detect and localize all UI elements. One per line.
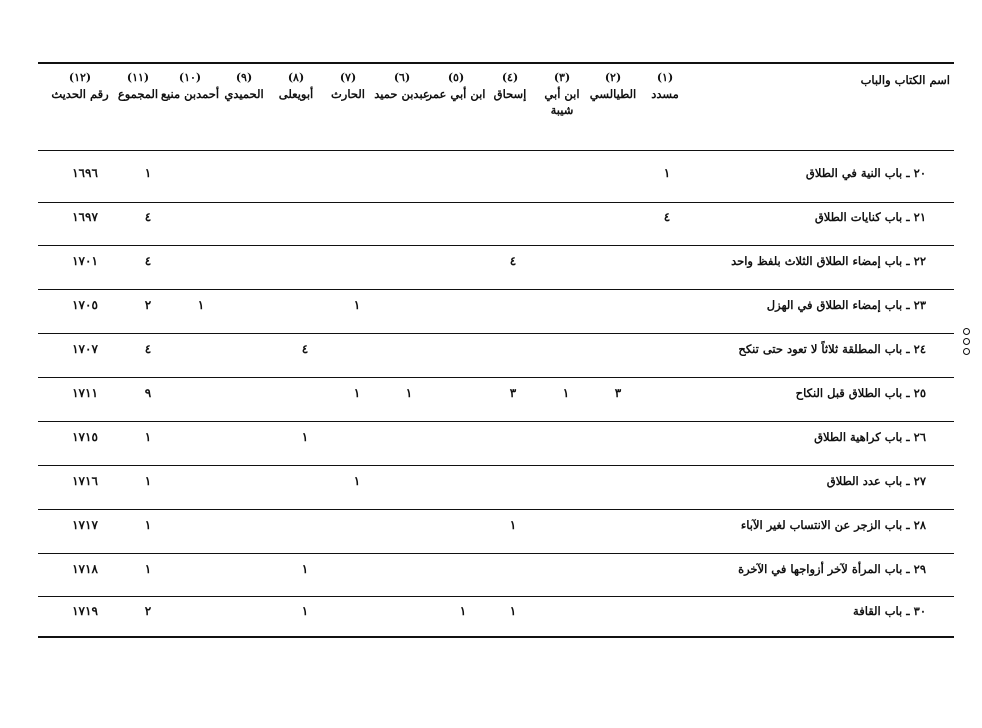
dot-circle-icon [963, 338, 970, 345]
cell-col-3: ١ [562, 386, 570, 400]
header-col-12 [50, 70, 110, 102]
row-chapter: ٢٠ ـ باب النية في الطلاق [805, 166, 926, 180]
header-bottom-rule [38, 150, 954, 151]
header-col-1 [635, 70, 695, 102]
header-col-10-num: (١٠) [178, 71, 202, 84]
header-col-11 [108, 70, 168, 102]
cell-hadith-number: ١٧٠٥ [72, 298, 98, 312]
decorative-dots-icon [963, 328, 975, 358]
cell-col-10: ١ [197, 298, 205, 312]
row-chapter: ٢٩ ـ باب المرأة لآخر أزواجها في الآخرة [738, 562, 926, 576]
header-col-9 [214, 70, 274, 102]
header-col-5-num: (٥) [447, 71, 465, 84]
header-col-3-num: (٣) [553, 71, 571, 84]
cell-total: ١ [144, 474, 152, 488]
row-chapter: ٢٢ ـ باب إمضاء الطلاق الثلاث بلفظ واحد [731, 254, 926, 268]
row-chapter: ٢١ ـ باب كنايات الطلاق [814, 210, 926, 224]
header-col-1-num: (١) [656, 71, 674, 84]
table-row [0, 430, 982, 450]
cell-total: ٢ [144, 298, 152, 312]
table-row [0, 562, 982, 582]
cell-col-4: ١ [509, 604, 517, 618]
header-book-and-chapter: اسم الكتاب والباب [860, 73, 950, 87]
cell-hadith-number: ١٧١٧ [72, 518, 98, 532]
header-col-7 [318, 70, 378, 102]
cell-col-7: ١ [353, 298, 361, 312]
table-row [0, 518, 982, 538]
row-divider [38, 245, 954, 246]
cell-col-8: ١ [301, 562, 309, 576]
table-row [0, 254, 982, 274]
header-col-9-name: الحميدي [224, 87, 264, 101]
cell-total: ٢ [144, 604, 152, 618]
cell-total: ٩ [144, 386, 152, 400]
cell-hadith-number: ١٦٩٦ [72, 166, 98, 180]
cell-hadith-number: ١٧٠١ [72, 254, 98, 268]
table-row [0, 386, 982, 406]
cell-hadith-number: ١٧٠٧ [72, 342, 98, 356]
header-col-5 [426, 70, 486, 102]
table-row [0, 342, 982, 362]
cell-hadith-number: ١٧١١ [72, 386, 98, 400]
header-col-7-num: (٧) [339, 71, 357, 84]
header-col-12-num: (١٢) [68, 71, 92, 84]
cell-hadith-number: ١٧١٨ [72, 562, 98, 576]
header-col-4 [480, 70, 540, 102]
row-divider [38, 289, 954, 290]
header-col-3 [532, 70, 592, 118]
cell-col-1: ٤ [663, 210, 671, 224]
table-row [0, 210, 982, 230]
cell-hadith-number: ١٧١٦ [72, 474, 98, 488]
cell-col-8: ١ [301, 604, 309, 618]
cell-hadith-number: ١٧١٩ [72, 604, 98, 618]
row-chapter: ٣٠ ـ باب القافة [853, 604, 926, 618]
header-col-12-name: رقم الحديث [51, 87, 109, 101]
table-row [0, 298, 982, 318]
header-col-6 [372, 70, 432, 102]
header-col-4-num: (٤) [501, 71, 519, 84]
header-col-6-num: (٦) [393, 71, 411, 84]
row-divider [38, 202, 954, 203]
cell-col-8: ٤ [301, 342, 309, 356]
header-col-9-num: (٩) [235, 71, 253, 84]
row-chapter: ٢٧ ـ باب عدد الطلاق [826, 474, 926, 488]
cell-col-1: ١ [663, 166, 671, 180]
header-col-3-name: ابن أبي شيبة [544, 87, 580, 117]
header-col-8-num: (٨) [287, 71, 305, 84]
row-divider [38, 596, 954, 597]
cell-total: ١ [144, 518, 152, 532]
table-row [0, 604, 982, 624]
row-chapter: ٢٨ ـ باب الزجر عن الانتساب لغير الآباء [740, 518, 926, 532]
dot-circle-icon [963, 328, 970, 335]
cell-col-6: ١ [405, 386, 413, 400]
header-col-4-name: إسحاق [493, 87, 527, 101]
row-chapter: ٢٦ ـ باب كراهية الطلاق [814, 430, 926, 444]
header-col-7-name: الحارث [330, 87, 365, 101]
header-col-11-name: المجموع [117, 87, 159, 101]
header-col-11-num: (١١) [126, 71, 150, 84]
cell-col-7: ١ [353, 474, 361, 488]
row-divider [38, 333, 954, 334]
row-chapter: ٢٣ ـ باب إمضاء الطلاق في الهزل [766, 298, 926, 312]
header-col-8 [266, 70, 326, 102]
cell-total: ٤ [144, 254, 152, 268]
header-col-2 [583, 70, 643, 102]
row-chapter: ٢٥ ـ باب الطلاق قبل النكاح [795, 386, 926, 400]
row-divider [38, 421, 954, 422]
header-col-1-name: مسدد [651, 87, 679, 101]
table-top-rule [38, 62, 954, 64]
cell-col-8: ١ [301, 430, 309, 444]
cell-total: ٤ [144, 342, 152, 356]
cell-col-2: ٣ [614, 386, 622, 400]
cell-col-4: ٣ [509, 386, 517, 400]
cell-total: ١ [144, 430, 152, 444]
cell-total: ١ [144, 166, 152, 180]
cell-hadith-number: ١٧١٥ [72, 430, 98, 444]
header-col-6-name: عبدبن حميد [374, 87, 430, 101]
header-col-10 [160, 70, 220, 102]
table-bottom-rule [38, 636, 954, 638]
cell-col-4: ١ [509, 518, 517, 532]
row-divider [38, 553, 954, 554]
row-divider [38, 465, 954, 466]
header-col-8-name: أبويعلى [278, 87, 314, 101]
header-col-2-name: الطيالسي [589, 87, 637, 101]
cell-total: ١ [144, 562, 152, 576]
row-chapter: ٢٤ ـ باب المطلقة ثلاثاً لا تعود حتى تنكح [738, 342, 926, 356]
row-divider [38, 377, 954, 378]
cell-col-4: ٤ [509, 254, 517, 268]
row-divider [38, 509, 954, 510]
cell-col-7: ١ [353, 386, 361, 400]
cell-hadith-number: ١٦٩٧ [72, 210, 98, 224]
cell-col-5: ١ [459, 604, 467, 618]
dot-circle-icon [963, 348, 970, 355]
header-col-10-name: أحمدبن منيع [160, 87, 220, 101]
header-col-2-num: (٢) [604, 71, 622, 84]
header-col-5-name: ابن أبي عمر [426, 87, 486, 101]
table-row [0, 166, 982, 186]
cell-total: ٤ [144, 210, 152, 224]
table-row [0, 474, 982, 494]
